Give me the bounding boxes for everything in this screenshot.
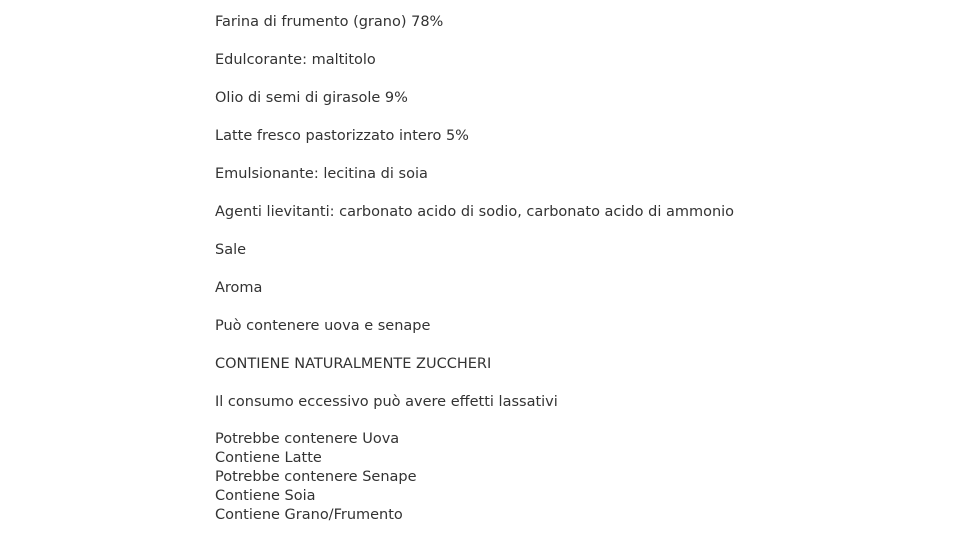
ingredient-line: Agenti lievitanti: carbonato acido di sodio, carbonato acido di ammonio — [215, 204, 735, 220]
allergen-item: Contiene Latte — [215, 450, 322, 466]
allergen-list — [215, 430, 915, 525]
allergen-item: Potrebbe contenere Uova — [215, 431, 400, 447]
ingredient-line: Aroma — [215, 280, 263, 296]
ingredient-line: Olio di semi di girasole 9% — [215, 90, 408, 106]
allergen-item: Potrebbe contenere Senape — [215, 469, 417, 485]
sugars-note: CONTIENE NATURALMENTE ZUCCHERI — [215, 356, 492, 372]
allergen-item: Contiene Grano/Frumento — [215, 507, 403, 523]
may-contain-note: Può contenere uova e senape — [215, 318, 431, 334]
ingredient-line: Latte fresco pastorizzato intero 5% — [215, 128, 469, 144]
ingredient-line: Sale — [215, 242, 247, 258]
ingredient-line: Edulcorante: maltitolo — [215, 52, 376, 68]
ingredient-line: Emulsionante: lecitina di soia — [215, 166, 428, 182]
allergen-item: Contiene Soia — [215, 488, 316, 504]
laxative-warning: Il consumo eccessivo può avere effetti lassativi — [215, 394, 558, 410]
ingredient-line: Farina di frumento (grano) 78% — [215, 14, 444, 30]
product-info-content — [215, 12, 915, 525]
